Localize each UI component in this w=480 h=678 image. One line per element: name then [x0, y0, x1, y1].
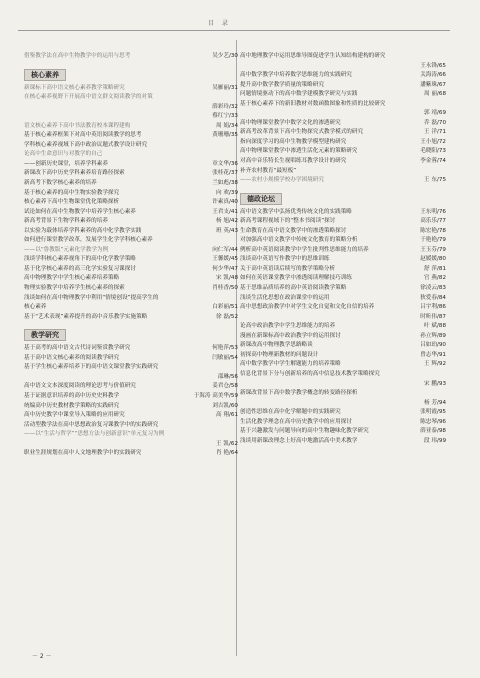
toc-entry-title: 语文核心素养下高中书法教育校本课程建构: [24, 122, 131, 129]
toc-entry-title: 信息化背景下分与创新培养的高中信息技术教学策略探究: [240, 370, 380, 377]
toc-entry[interactable]: [240, 236, 446, 246]
toc-entry-author-page: 黄珊珊/35: [212, 132, 238, 139]
toc-entry-title: 初探高中物理新教材的问题设计: [240, 351, 319, 358]
toc-entry-author-page: 王 凯/62: [216, 440, 238, 447]
toc-entry-author-page: 孙立辉/89: [420, 332, 446, 339]
toc-entry-author-page: 赵媛媛/80: [420, 256, 446, 263]
toc-entry[interactable]: [24, 294, 238, 304]
toc-entry[interactable]: [240, 81, 446, 91]
toc-entry[interactable]: [240, 313, 446, 323]
toc-entry[interactable]: [240, 418, 446, 428]
toc-entry[interactable]: [240, 274, 446, 284]
toc-entry[interactable]: [240, 351, 446, 361]
toc-entry-title: 核心素养: [24, 304, 47, 311]
toc-entry[interactable]: [24, 255, 238, 265]
toc-entry[interactable]: [240, 399, 446, 409]
toc-entry[interactable]: [240, 62, 446, 72]
toc-entry[interactable]: [240, 128, 446, 138]
toc-left-column: [24, 52, 238, 459]
toc-entry[interactable]: [24, 265, 238, 275]
toc-entry-title: 浅谈如何在高中物理教学中利用“情境创设”提高学生的: [24, 294, 159, 301]
toc-entry-title: 生活化教学理念在高中历史教学中的应用探讨: [240, 418, 352, 425]
toc-entry-title: 论高中生命意识与对教学的自己: [24, 151, 103, 158]
toc-entry-title: 基于“艺术表现”素养提升的高中音乐教学实施策略: [24, 313, 148, 320]
toc-entry[interactable]: [240, 217, 446, 227]
toc-entry[interactable]: [24, 421, 238, 431]
toc-entry-title: 物理实验教学中培养学生核心素养的探索: [24, 285, 125, 292]
toc-entry-author-page: 于艳艳/79: [420, 237, 446, 244]
toc-entry[interactable]: [24, 440, 238, 450]
toc-entry[interactable]: [240, 408, 446, 418]
toc-entry-author-page: 吴雁丽/31: [212, 84, 238, 91]
toc-entry[interactable]: [240, 303, 446, 313]
toc-entry[interactable]: [240, 370, 446, 380]
toc-entry-title: 高中语文文本深度阅读的理论思考与价值研究: [24, 383, 136, 390]
toc-entry-title: 高中物理课堂教学中数学文化的渗透研究: [240, 119, 341, 126]
toc-entry[interactable]: [240, 167, 446, 177]
toc-entry[interactable]: [24, 84, 238, 94]
toc-entry-author-page: 蔡红宁/33: [212, 113, 238, 120]
toc-entry-title: 浅谈学科核心素养视角下的高中化学教学策略: [24, 256, 136, 263]
toc-entry[interactable]: [24, 373, 238, 383]
toc-entry[interactable]: [24, 274, 238, 284]
toc-entry-title: ——创新历史课堂，培养学科素养: [24, 160, 108, 167]
toc-entry[interactable]: [24, 411, 238, 421]
toc-entry[interactable]: [240, 255, 446, 265]
toc-entry[interactable]: [24, 198, 238, 208]
toc-entry-title: 关于高中英语读后续写的教学策略分析: [240, 265, 336, 272]
toc-entry[interactable]: [240, 109, 446, 119]
toc-entry-title: 对加强高中语文教学中传统文化教育的策略分析: [240, 237, 358, 244]
toc-entry-author-page: 白彩丽/51: [212, 304, 238, 311]
toc-entry[interactable]: [240, 119, 446, 129]
toc-entry[interactable]: [24, 150, 238, 160]
toc-entry-title: 高中物理教学中学生核心素养培养策略: [24, 275, 120, 282]
toc-entry-author-page: 章文华/36: [212, 160, 238, 167]
toc-entry-author-page: 吕如珀/90: [420, 342, 446, 349]
toc-entry[interactable]: [24, 169, 238, 179]
toc-entry-author-page: 刘吉凯/60: [212, 402, 238, 409]
toc-entry[interactable]: [240, 437, 446, 447]
toc-entry-title: 指向深度学习的高中生物教学模型建构研究: [240, 138, 347, 145]
toc-entry-title: 新高考改革背景下高中生物探究式教学模式的研究: [240, 129, 364, 136]
toc-entry[interactable]: [240, 427, 446, 437]
toc-entry-author-page: 王 辉/92: [424, 361, 446, 368]
toc-entry[interactable]: [240, 52, 446, 62]
toc-entry-author-page: 王玉芬/79: [420, 246, 446, 253]
toc-entry[interactable]: [24, 179, 238, 189]
section-title: 教学研究: [24, 329, 66, 341]
page-number: － 2 －: [32, 653, 52, 660]
toc-entry[interactable]: [24, 122, 238, 132]
toc-entry-title: 浅谈生活化思想在政治课堂中的运用: [240, 294, 330, 301]
toc-entry-title: 新课标下高中语文核心素养教学策略研究: [24, 84, 125, 91]
toc-entry-title: 试论如何在高中生物教学中培养学生核心素养: [24, 208, 136, 215]
toc-entry-author-page: 张明霞/95: [420, 409, 446, 416]
toc-entry-title: 新高考课程视域下的“整本书阅读”探讨: [240, 218, 336, 225]
section-title-row: [24, 322, 238, 344]
toc-entry-author-page: 徐 磊/52: [216, 313, 238, 320]
toc-entry[interactable]: [24, 430, 238, 440]
toc-entry-author-page: 杨 旭/42: [216, 218, 238, 225]
toc-entry-author-page: 陈宏艳/78: [420, 227, 446, 234]
toc-entry-author-page: 曾志华/91: [420, 351, 446, 358]
toc-entry-title: 基于核心素养的高中生物实验教学探究: [24, 189, 120, 196]
toc-entry-author-page: 向 欢/39: [216, 189, 238, 196]
toc-entry[interactable]: [24, 303, 238, 313]
toc-entry-author-page: 舒 萍/81: [424, 265, 446, 272]
toc-entry[interactable]: [24, 402, 238, 412]
toc-entry-title: 对高中音乐特长生视唱练耳教学设计的研究: [240, 158, 347, 165]
toc-entry-author-page: 宋 凯/48: [216, 275, 238, 282]
toc-entry-author-page: 何艳萍/53: [212, 345, 238, 352]
toc-entry-title: ——以“鲁教版”元素化学教学为例: [24, 246, 109, 253]
toc-entry-author-page: 王 东/75: [424, 177, 446, 184]
toc-entry-title: 提升高中数学教学质量的策略研究: [240, 81, 324, 88]
toc-entry-author-page: 潘紫珠/67: [420, 81, 446, 88]
toc-entry-title: 如何进行课堂教学改革，发展学生化学学科核心素养: [24, 237, 153, 244]
toc-entry-author-page: 时昕伟/87: [420, 313, 446, 320]
toc-entry-author-page: 乔 磊/70: [424, 119, 446, 126]
toc-entry-author-page: 吴少艺/30: [212, 53, 238, 59]
toc-entry-title: 论高中政治教学中学生思维能力的培养: [240, 323, 336, 330]
toc-entry-author-page: 班 英/43: [216, 227, 238, 234]
toc-entry[interactable]: [24, 160, 238, 170]
toc-entry-author-page: 薛彩玲/32: [212, 103, 238, 110]
toc-entry[interactable]: [240, 246, 446, 256]
toc-entry-title: 高中数学教学中学生解题能力的培养策略: [240, 361, 341, 368]
toc-entry-title: 基于核心素养框架下对高中英语阅读教学的思考: [24, 132, 142, 139]
toc-entry-title: 基于核心素养下的新旧教材对数函数图象和性质的比较研究: [240, 100, 386, 107]
toc-entry-title: 高中语文教学中弘扬优秀传统文化的实践策略: [240, 208, 352, 215]
toc-entry-author-page: 肖桂香/50: [212, 285, 238, 292]
toc-entry-title: 基于高考的高中语文古代诗词鉴赏教学研究: [24, 345, 131, 352]
toc-entry-title: 统编高中历史教材教学策略的实践研究: [24, 402, 120, 409]
toc-entry-author-page: 官 燕/82: [424, 275, 446, 282]
toc-entry[interactable]: [240, 227, 446, 237]
section-title: 德政论坛: [240, 193, 282, 205]
toc-entry-author-page: 郭 靖/69: [424, 110, 446, 117]
toc-entry-author-page: 王君支/41: [212, 208, 238, 215]
toc-entry[interactable]: [24, 354, 238, 364]
toc-entry-author-page: 兰如彪/38: [212, 180, 238, 187]
toc-entry-title: 补齐农村教育“最短板”: [240, 167, 297, 174]
toc-entry[interactable]: [24, 363, 238, 373]
toc-entry-author-page: 周 丽/68: [424, 91, 446, 98]
toc-entry[interactable]: [24, 284, 238, 294]
toc-entry-author-page: 何少华/47: [212, 265, 238, 272]
toc-entry-author-page: 吕宇利/86: [420, 304, 446, 311]
toc-entry[interactable]: [240, 294, 446, 304]
toc-entry-author-page: 段 玮/99: [424, 437, 446, 444]
toc-entry[interactable]: [24, 227, 238, 237]
toc-entry-title: 基于化学核心素养的高三化学实验复习课探讨: [24, 265, 136, 272]
toc-entry[interactable]: [24, 217, 238, 227]
toc-entry[interactable]: [240, 138, 446, 148]
toc-entry-title: 生命教育在高中语文教学中的渗透策略探讨: [240, 227, 347, 234]
toc-entry-title: 职业生涯规划在高中人文地理教学中的实践研究: [24, 450, 142, 457]
toc-entry-author-page: 于海涛 高美华/59: [193, 392, 238, 399]
toc-entry[interactable]: [24, 246, 238, 256]
toc-entry-author-page: 张桂花/37: [212, 170, 238, 177]
toc-entry[interactable]: [240, 265, 446, 275]
toc-entry-title: 基于兴趣激发与问题导向的高中生物趣味化教学研究: [240, 428, 369, 435]
toc-entry[interactable]: [240, 360, 446, 370]
toc-entry-author-page: 高 翔/61: [216, 412, 238, 419]
toc-entry[interactable]: [240, 208, 446, 218]
toc-entry[interactable]: [24, 208, 238, 218]
toc-entry-title: 学科核心素养视域下高中政治议题式教学设计研究: [24, 141, 148, 148]
section-title-row: [24, 62, 238, 84]
toc-entry-author-page: 王东明/76: [420, 208, 446, 215]
toc-entry[interactable]: [240, 157, 446, 167]
toc-entry-author-page: 许素真/40: [212, 199, 238, 206]
toc-entry-title: 新课改背景下高中数学教学概念的转变路径探析: [240, 390, 358, 397]
toc-entry[interactable]: [240, 90, 446, 100]
toc-entry[interactable]: [24, 103, 238, 113]
toc-entry-title: 借鉴教学法在高中生物教学中的运用与思考: [24, 53, 131, 59]
toc-entry[interactable]: [240, 380, 446, 390]
toc-entry[interactable]: [24, 112, 238, 122]
toc-entry[interactable]: [24, 382, 238, 392]
toc-entry-title: 如何在英语课堂教学中渗透阅读理解技巧训练: [240, 275, 352, 282]
toc-entry[interactable]: [240, 176, 446, 186]
toc-entry[interactable]: [24, 189, 238, 199]
toc-entry-title: 高中物理课堂教学中渗透生活化元素的策略研究: [240, 148, 358, 155]
toc-entry[interactable]: [240, 284, 446, 294]
toc-entry-title: 基于证据意识培养的高中历史史料教学: [24, 392, 120, 399]
toc-entry-title: 高中数学教学中培养数学思维能力的实践研究: [240, 72, 352, 79]
toc-entry[interactable]: [240, 332, 446, 342]
section-title: 核心素养: [24, 69, 66, 81]
toc-entry-author-page: 杨 芳/94: [424, 399, 446, 406]
toc-entry-author-page: 王小旭/72: [420, 138, 446, 145]
toc-entry-title: ——农村小规模学校办学困境研究: [240, 177, 324, 184]
toc-entry-title: 核心素养下高中生物课堂优化策略探析: [24, 199, 120, 206]
toc-entry-title: 基于思维品质培养的高中英语阅读教学策略: [240, 285, 347, 292]
toc-entry-author-page: 李金蓉/74: [420, 158, 446, 165]
toc-entry-title: 浅谈用新课改理念上好高中地激活高中美术教学: [240, 437, 358, 444]
toc-entry-title: ——以“生活与哲学”“思想方法与创新意识”单元复习为例: [24, 431, 165, 438]
toc-entry-title: 活动型教学法在高中思想政治复习课教学中的实践研究: [24, 421, 159, 428]
toc-entry-title: 在核心素养视野下开展高中语文群文阅读教学的对策: [24, 94, 153, 101]
toc-entry-title: 新课改高中物理教学思路略谈: [240, 342, 313, 349]
toc-entry-author-page: 王永锋/65: [420, 62, 446, 69]
toc-entry-title: 创造性思维在高中化学解题中的实践研究: [240, 409, 341, 416]
toc-entry-author-page: 薛亚泰/98: [420, 428, 446, 435]
toc-entry-title: 漫画在新课标高中政治教学中的运用探讨: [240, 332, 341, 339]
toc-entry[interactable]: [240, 322, 446, 332]
toc-entry[interactable]: [24, 52, 238, 62]
toc-entry[interactable]: [24, 313, 238, 323]
toc-entry[interactable]: [24, 141, 238, 151]
toc-entry-title: 基于高中语文核心素养的阅读教学研究: [24, 354, 120, 361]
toc-entry-title: 高中思想政治教学中对学生文化自觉和文化自信的培养: [240, 304, 375, 311]
toc-entry[interactable]: [24, 131, 238, 141]
toc-entry-author-page: 徐凌云/83: [420, 285, 446, 292]
toc-entry[interactable]: [24, 449, 238, 459]
header-title: 目 录: [208, 20, 231, 27]
toc-entry-title: 基于学生核心素养培养下的高中语文课堂教学实践研究: [24, 364, 159, 371]
toc-entry-title: 问题情境驱动下的高中数学建模教学研究与实践: [240, 91, 358, 98]
toc-entry-title: 新高考背景下生物学科素养的培养: [24, 218, 108, 225]
toc-entry[interactable]: [24, 344, 238, 354]
toc-entry-title: 新课改下高中历史学科素养培育路径探索: [24, 170, 125, 177]
toc-entry-author-page: 向仁军/44: [212, 246, 238, 253]
toc-right-column: [240, 52, 446, 446]
toc-entry-author-page: 肖 艳/64: [216, 450, 238, 457]
toc-entry-author-page: 邵琳/56: [217, 373, 238, 380]
toc-entry-author-page: 姜君仓/58: [212, 383, 238, 390]
toc-entry-author-page: 狄爱春/84: [420, 294, 446, 301]
toc-entry[interactable]: [24, 93, 238, 103]
toc-entry-author-page: 毛晓阳/73: [420, 148, 446, 155]
toc-entry-title: 高中历史教学中课堂导入策略的应用研究: [24, 412, 125, 419]
toc-entry-author-page: 王馨媛/45: [212, 256, 238, 263]
toc-entry-title: 以实验为载体培养学科素养的高中化学教学实践: [24, 227, 142, 234]
section-title-row: [240, 186, 446, 208]
toc-entry[interactable]: [240, 100, 446, 110]
toc-entry-title: 新高考下数学核心素养的培养: [24, 180, 97, 187]
toc-entry-author-page: 陈忠琴/96: [420, 418, 446, 425]
toc-entry-title: 高中地理教学中运用思维导图促进学生认知结构建构的研究: [240, 53, 386, 59]
toc-entry[interactable]: [240, 389, 446, 399]
toc-entry-author-page: 高乐乐/77: [420, 218, 446, 225]
toc-entry-author-page: 闫敏丽/54: [212, 354, 238, 361]
toc-entry-author-page: 关海涛/66: [420, 72, 446, 79]
toc-entry-title: 浅谈高中英语写作教学中的思维训练: [240, 256, 330, 263]
page-header: [18, 18, 450, 31]
toc-entry-title: 例析高中英语阅读教学中学生批判性思维能力的培养: [240, 246, 369, 253]
toc-entry-author-page: 叶 斌/88: [424, 323, 446, 330]
toc-entry[interactable]: [240, 341, 446, 351]
toc-entry-author-page: 宋 鹏/93: [424, 380, 446, 387]
toc-entry[interactable]: [240, 71, 446, 81]
toc-entry-author-page: 周 娟/34: [216, 122, 238, 129]
toc-entry-author-page: 王 洋/71: [424, 129, 446, 136]
toc-entry[interactable]: [240, 147, 446, 157]
toc-entry[interactable]: [24, 392, 238, 402]
toc-entry[interactable]: [24, 236, 238, 246]
